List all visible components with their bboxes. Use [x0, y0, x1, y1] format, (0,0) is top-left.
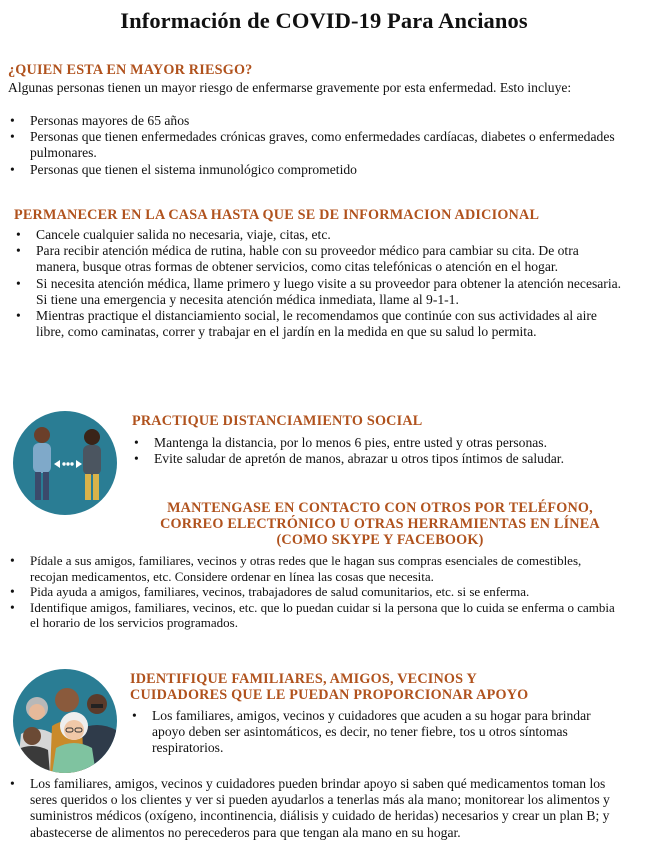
list-item: • Mantenga la distancia, por lo menos 6 pies, entre usted y otras personas. [132, 435, 622, 451]
risk-intro: Algunas personas tienen un mayor riesgo de enfermarse gravemente por esta enfermedad. Esto incluye: [8, 80, 572, 95]
list-item: • Personas que tienen el sistema inmunológico comprometido [8, 162, 620, 178]
contact-heading-line: (COMO SKYPE Y FACEBOOK) [276, 532, 484, 548]
social-distancing-icon [12, 410, 118, 516]
contact-list [8, 553, 618, 631]
stay-home-heading: PERMANECER EN LA CASA HASTA QUE SE DE INFORMACION ADICIONAL [14, 207, 540, 223]
list-item: • Personas mayores de 65 años [8, 113, 620, 129]
distancing-heading: PRACTIQUE DISTANCIAMIENTO SOCIAL [132, 413, 423, 429]
page-title: Información de COVID-19 Para Ancianos [120, 8, 528, 33]
distancing-list [132, 435, 622, 467]
contact-heading [120, 500, 640, 548]
list-item: • Para recibir atención médica de rutina, hable con su proveedor médico para cambiar su cita. De otra manera, busque otras formas de obtener servicios, como citas telefónicas o atención en el hogar. [14, 243, 624, 275]
support-heading-line: IDENTIFIQUE FAMILIARES, AMIGOS, VECINOS Y [130, 671, 477, 687]
contact-heading-line: CORREO ELECTRÓNICO U OTRAS HERRAMIENTAS EN LÍNEA [160, 516, 600, 532]
list-item: • Los familiares, amigos, vecinos y cuidadores pueden brindar apoyo si saben qué medicamentos toman los seres queridos o los clientes y ver si pueden ayudarlos a tenerlas más ala mano; monitorear los alimentos y suministros médicos (oxígeno, incontinencia, diálisis y cuidado de heridas) necesarios y crear un plan B; y abastecerse de alimentos no perecederos para que tengan ala mano en su hogar. [8, 776, 624, 841]
support-list [130, 708, 622, 757]
list-item: • Pida ayuda a amigos, familiares, vecinos, trabajadores de salud comunitarios, etc. si se enferma. [8, 584, 618, 600]
contact-heading-line: MANTENGASE EN CONTACTO CON OTROS POR TELÉFONO, [167, 500, 593, 516]
list-item: • Identifique amigos, familiares, vecinos, etc. que lo puedan cuidar si la persona que lo cuida se enferma o cambia el horario de los servicios programados. [8, 600, 618, 631]
stay-home-list [14, 227, 624, 340]
support-heading [130, 671, 528, 703]
list-item: • Si necesita atención médica, llame primero y luego visite a su proveedor para obtener la atención necesaria. Si tiene una emergencia y necesita atención médica inmediata, llame al 9-1-1. [14, 276, 624, 308]
list-item: • Mientras practique el distanciamiento social, le recomendamos que continúe con sus actividades al aire libre, como caminatas, correr y trabajar en el jardín en la medida en que su salud lo permita. [14, 308, 624, 340]
list-item: • Pídale a sus amigos, familiares, vecinos y otras redes que le hagan sus compras esenciales de comestibles, recojan medicamentos, etc. Considere ordenar en línea las cosas que necesita. [8, 553, 618, 584]
risk-list [8, 113, 620, 178]
list-item: • Cancele cualquier salida no necesaria, viaje, citas, etc. [14, 227, 624, 243]
list-item: • Personas que tienen enfermedades crónicas graves, como enfermedades cardíacas, diabetes o enfermedades pulmonares. [8, 129, 620, 161]
list-item: • Evite saludar de apretón de manos, abrazar u otros tipos íntimos de saludar. [132, 451, 622, 467]
support-final-list [8, 776, 624, 841]
risk-heading: ¿QUIEN ESTA EN MAYOR RIESGO? [8, 62, 253, 78]
support-heading-line: CUIDADORES QUE LE PUEDAN PROPORCIONAR APOYO [130, 687, 529, 703]
list-item: • Los familiares, amigos, vecinos y cuidadores que acuden a su hogar para brindar apoyo deben ser asintomáticos, es decir, no tener fiebre, tos u otros síntomas respiratorios. [130, 708, 622, 757]
elderly-group-icon [12, 668, 118, 774]
